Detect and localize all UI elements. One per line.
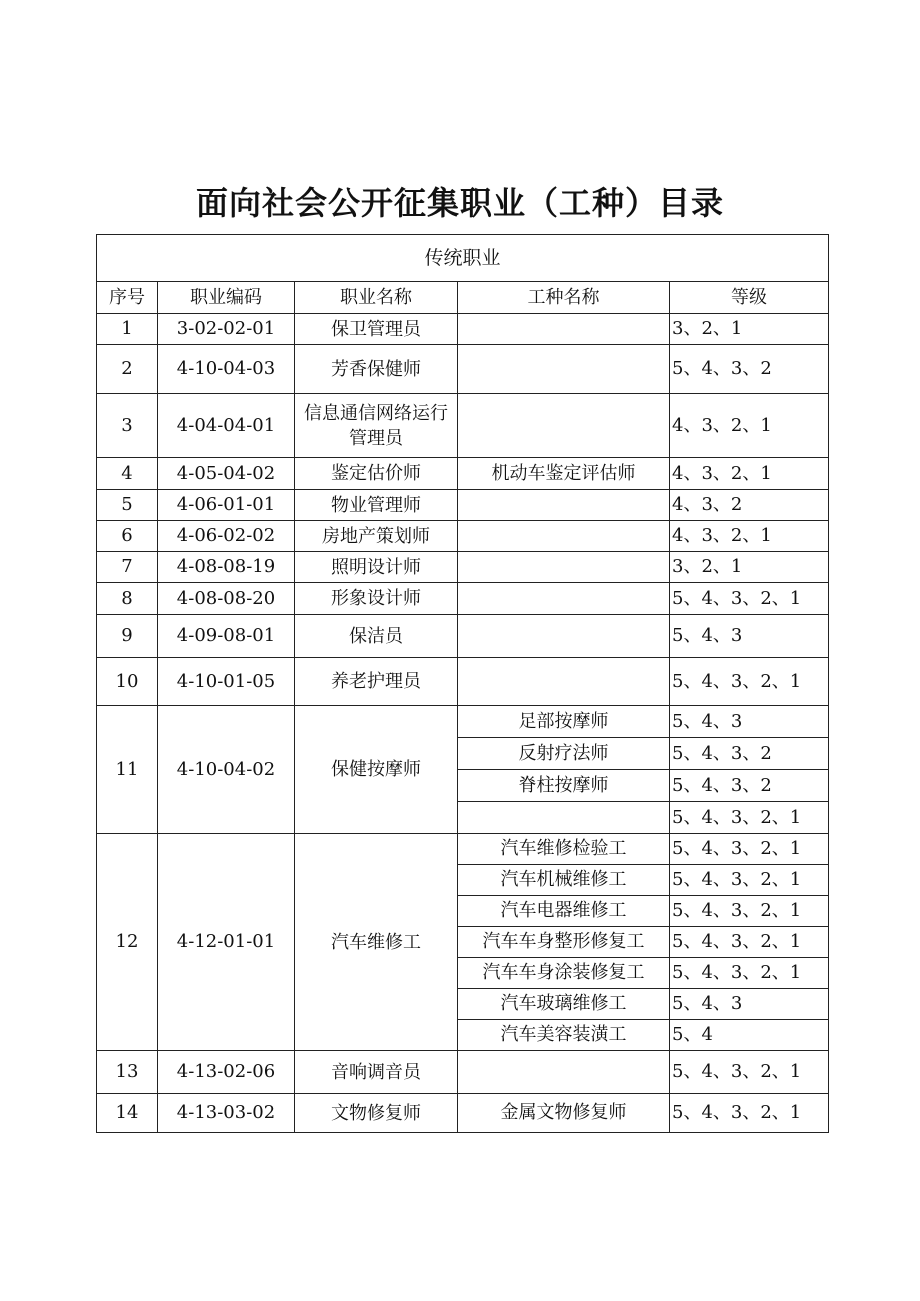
header-job-type-name: 工种名称 — [458, 282, 670, 314]
table-row — [97, 458, 829, 490]
cell-code: 4-13-03-02 — [158, 1094, 295, 1133]
cell-level: 5、4、3 — [670, 706, 829, 738]
cell-level: 4、3、2 — [670, 490, 829, 521]
cell-level: 5、4、3、2、1 — [670, 802, 829, 834]
cell-code: 4-08-08-19 — [158, 552, 295, 583]
table-row — [97, 583, 829, 615]
cell-no: 4 — [97, 458, 158, 490]
cell-level: 5、4、3、2 — [670, 770, 829, 802]
cell-code: 4-10-04-03 — [158, 345, 295, 394]
cell-code: 4-09-08-01 — [158, 615, 295, 658]
cell-job-type-name: 汽车电器维修工 — [458, 896, 670, 927]
cell-level: 4、3、2、1 — [670, 394, 829, 458]
header-no: 序号 — [97, 282, 158, 314]
cell-code: 3-02-02-01 — [158, 314, 295, 345]
cell-no: 11 — [97, 706, 158, 834]
cell-level: 5、4、3、2、1 — [670, 1094, 829, 1133]
cell-occupation-name: 形象设计师 — [295, 583, 458, 615]
table-row — [97, 658, 829, 706]
cell-occupation-name: 文物修复师 — [295, 1094, 458, 1133]
cell-code: 4-13-02-06 — [158, 1051, 295, 1094]
cell-occupation-name: 信息通信网络运行管理员 — [295, 394, 458, 458]
cell-code: 4-06-01-01 — [158, 490, 295, 521]
table-body — [97, 314, 829, 1133]
cell-level: 5、4、3、2、1 — [670, 896, 829, 927]
cell-job-type-name — [458, 490, 670, 521]
cell-code: 4-10-01-05 — [158, 658, 295, 706]
cell-code: 4-12-01-01 — [158, 834, 295, 1051]
cell-occupation-name: 芳香保健师 — [295, 345, 458, 394]
table-row — [97, 834, 829, 865]
cell-job-type-name: 汽车美容装潢工 — [458, 1020, 670, 1051]
table-row — [97, 394, 829, 458]
cell-job-type-name: 汽车车身整形修复工 — [458, 927, 670, 958]
cell-job-type-name: 脊柱按摩师 — [458, 770, 670, 802]
table-row — [97, 521, 829, 552]
table-row — [97, 615, 829, 658]
cell-job-type-name — [458, 583, 670, 615]
cell-no: 12 — [97, 834, 158, 1051]
cell-job-type-name — [458, 802, 670, 834]
table-row — [97, 345, 829, 394]
occupation-catalog-table — [96, 234, 829, 1133]
cell-no: 3 — [97, 394, 158, 458]
cell-job-type-name — [458, 394, 670, 458]
header-occupation-name: 职业名称 — [295, 282, 458, 314]
cell-occupation-name: 鉴定估价师 — [295, 458, 458, 490]
cell-level: 5、4、3、2、1 — [670, 583, 829, 615]
cell-job-type-name — [458, 552, 670, 583]
table-row — [97, 490, 829, 521]
cell-level: 5、4、3、2 — [670, 738, 829, 770]
cell-occupation-name: 照明设计师 — [295, 552, 458, 583]
table-row — [97, 552, 829, 583]
cell-no: 2 — [97, 345, 158, 394]
cell-level: 5、4、3、2、1 — [670, 658, 829, 706]
cell-level: 5、4、3、2 — [670, 345, 829, 394]
cell-job-type-name — [458, 314, 670, 345]
cell-level: 5、4、3 — [670, 615, 829, 658]
cell-no: 8 — [97, 583, 158, 615]
table-row — [97, 706, 829, 738]
cell-no: 14 — [97, 1094, 158, 1133]
cell-job-type-name: 汽车维修检验工 — [458, 834, 670, 865]
cell-occupation-name: 保洁员 — [295, 615, 458, 658]
cell-occupation-name: 保卫管理员 — [295, 314, 458, 345]
cell-job-type-name: 汽车机械维修工 — [458, 865, 670, 896]
cell-job-type-name — [458, 658, 670, 706]
cell-code: 4-05-04-02 — [158, 458, 295, 490]
cell-no: 6 — [97, 521, 158, 552]
cell-job-type-name: 足部按摩师 — [458, 706, 670, 738]
table-row — [97, 1094, 829, 1133]
cell-job-type-name — [458, 521, 670, 552]
table-row — [97, 1051, 829, 1094]
cell-level: 4、3、2、1 — [670, 458, 829, 490]
cell-level: 5、4、3、2、1 — [670, 958, 829, 989]
cell-level: 5、4、3、2、1 — [670, 1051, 829, 1094]
cell-job-type-name: 反射疗法师 — [458, 738, 670, 770]
page-title: 面向社会公开征集职业（工种）目录 — [195, 184, 724, 222]
cell-level: 3、2、1 — [670, 314, 829, 345]
cell-level: 5、4、3、2、1 — [670, 927, 829, 958]
table-row — [97, 314, 829, 345]
cell-no: 10 — [97, 658, 158, 706]
cell-no: 5 — [97, 490, 158, 521]
cell-code: 4-04-04-01 — [158, 394, 295, 458]
cell-occupation-name: 养老护理员 — [295, 658, 458, 706]
cell-level: 5、4、3、2、1 — [670, 865, 829, 896]
cell-level: 5、4 — [670, 1020, 829, 1051]
cell-no: 7 — [97, 552, 158, 583]
cell-level: 3、2、1 — [670, 552, 829, 583]
cell-level: 5、4、3 — [670, 989, 829, 1020]
cell-level: 4、3、2、1 — [670, 521, 829, 552]
cell-job-type-name — [458, 1051, 670, 1094]
cell-job-type-name: 汽车车身涂装修复工 — [458, 958, 670, 989]
cell-occupation-name: 房地产策划师 — [295, 521, 458, 552]
cell-occupation-name: 物业管理师 — [295, 490, 458, 521]
cell-level: 5、4、3、2、1 — [670, 834, 829, 865]
cell-job-type-name: 汽车玻璃维修工 — [458, 989, 670, 1020]
cell-code: 4-08-08-20 — [158, 583, 295, 615]
header-level: 等级 — [670, 282, 829, 314]
cell-code: 4-10-04-02 — [158, 706, 295, 834]
cell-no: 9 — [97, 615, 158, 658]
cell-job-type-name: 机动车鉴定评估师 — [458, 458, 670, 490]
cell-occupation-name: 汽车维修工 — [295, 834, 458, 1051]
cell-job-type-name — [458, 345, 670, 394]
cell-job-type-name — [458, 615, 670, 658]
cell-code: 4-06-02-02 — [158, 521, 295, 552]
cell-occupation-name: 音响调音员 — [295, 1051, 458, 1094]
cell-no: 13 — [97, 1051, 158, 1094]
header-row — [97, 282, 829, 314]
cell-job-type-name: 金属文物修复师 — [458, 1094, 670, 1133]
section-title: 传统职业 — [97, 235, 829, 282]
cell-no: 1 — [97, 314, 158, 345]
header-code: 职业编码 — [158, 282, 295, 314]
cell-occupation-name: 保健按摩师 — [295, 706, 458, 834]
